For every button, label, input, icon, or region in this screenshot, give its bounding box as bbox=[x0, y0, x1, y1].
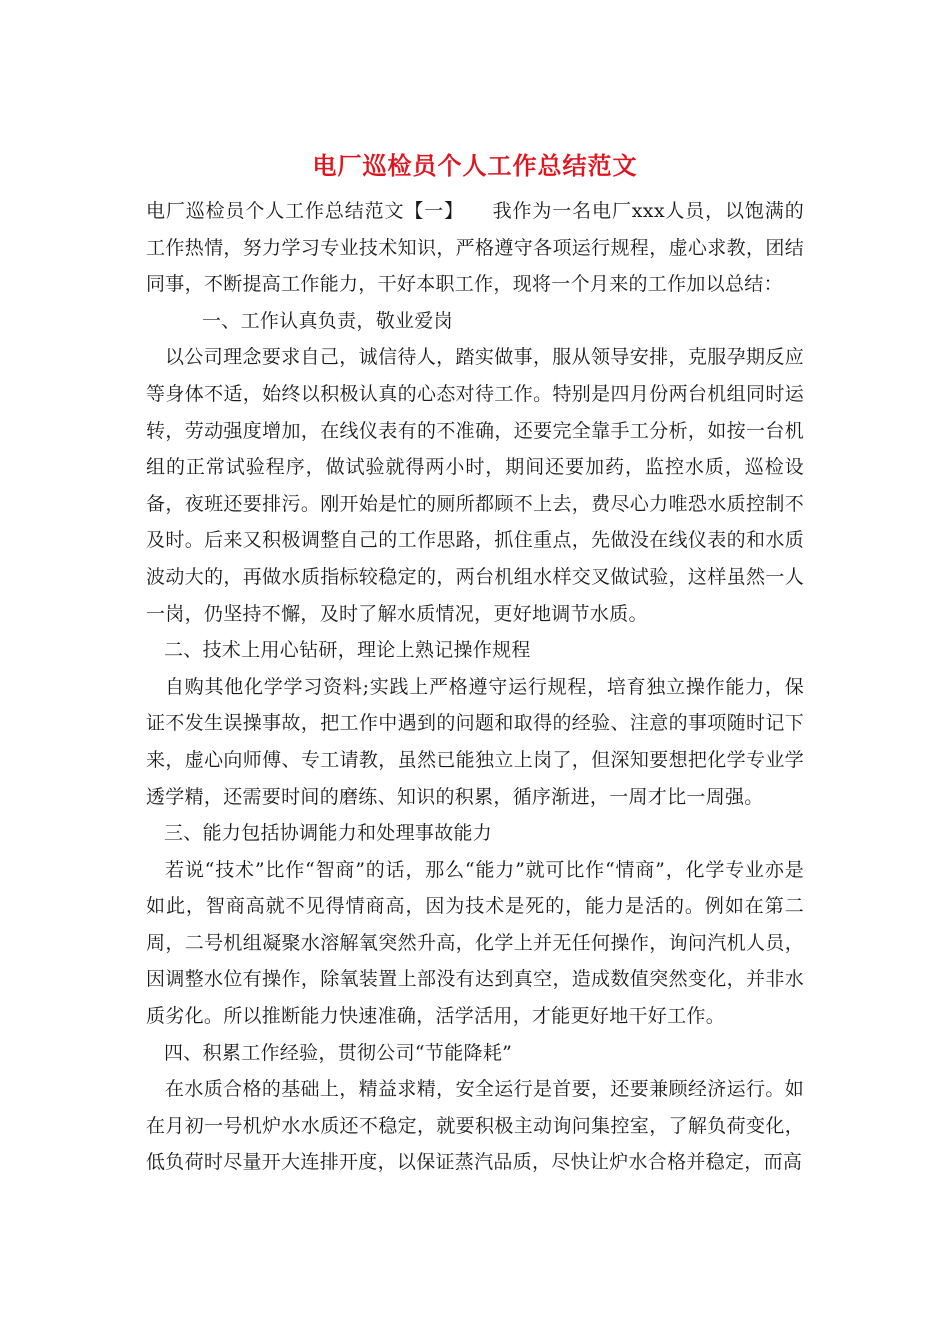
section-body-4: 在水质合格的基础上，精益求精，安全运行是首要，还要兼顾经济运行。如在月初一号机炉水水质还不稳定，就要积极主动询问集控室，了解负荷变化，低负荷时尽量开大连排开度，以保证蒸汽品质，尽快让炉水合格并稳定，而高 bbox=[146, 1078, 804, 1174]
document-body bbox=[146, 193, 804, 1181]
section-heading-3: 三、能力包括协调能力和处理事故能力 bbox=[164, 822, 493, 845]
section-heading-4: 四、积累工作经验，贯彻公司“节能降耗” bbox=[164, 1041, 513, 1064]
section-heading-2: 二、技术上用心钻研，理论上熟记操作规程 bbox=[164, 639, 531, 662]
section-heading-1: 一、工作认真负责，敬业爱岗 bbox=[202, 309, 453, 332]
intro-paragraph bbox=[146, 193, 804, 303]
document-title: 电厂巡检员个人工作总结范文 bbox=[312, 151, 638, 180]
intro-body: 我作为一名电厂xxx人员，以饱满的工作热情，努力学习专业技术知识，严格遵守各项运行规程，虚心求教，团结同事，不断提高工作能力，干好本职工作，现将一个月来的工作加以总结： bbox=[146, 200, 804, 296]
intro-lead: 电厂巡检员个人工作总结范文【一】 bbox=[146, 200, 465, 222]
section-body-3: 若说“技术”比作“智商”的话，那么“能力”就可比作“情商”，化学专业亦是如此，智商高就不见得情商高，因为技术是死的，能力是活的。例如在第二周，二号机组凝聚水溶解氧突然升高，化学上并无任何操作，询问汽机人员，因调整水位有操作，除氧装置上部没有达到真空，造成数值突然变化，并非水质劣化。所以推断能力快速准确，活学活用，才能更好地干好工作。 bbox=[146, 858, 804, 1028]
section-body-2: 自购其他化学学习资料;实践上严格遵守运行规程，培育独立操作能力，保证不发生误操事故，把工作中遇到的问题和取得的经验、注意的事项随时记下来，虚心向师傅、专工请教，虽然已能独立上岗了，但深知要想把化学专业学透学精，还需要时间的磨练、知识的积累，循序渐进，一周才比一周强。 bbox=[146, 675, 804, 808]
section-body-1: 以公司理念要求自己，诚信待人，踏实做事，服从领导安排，克服孕期反应等身体不适，始终以积极认真的心态对待工作。特别是四月份两台机组同时运转，劳动强度增加，在线仪表有的不准确，还要完全靠手工分析，如按一台机组的正常试验程序，做试验就得两小时，期间还要加药，监控水质，巡检设备，夜班还要排污。刚开始是忙的厕所都顾不上去，费尽心力唯恐水质控制不及时。后来又积极调整自己的工作思路，抓住重点，先做没在线仪表的和水质波动大的，再做水质指标较稳定的，两台机组水样交叉做试验，这样虽然一人一岗，仍坚持不懈，及时了解水质情况，更好地调节水质。 bbox=[146, 346, 804, 625]
